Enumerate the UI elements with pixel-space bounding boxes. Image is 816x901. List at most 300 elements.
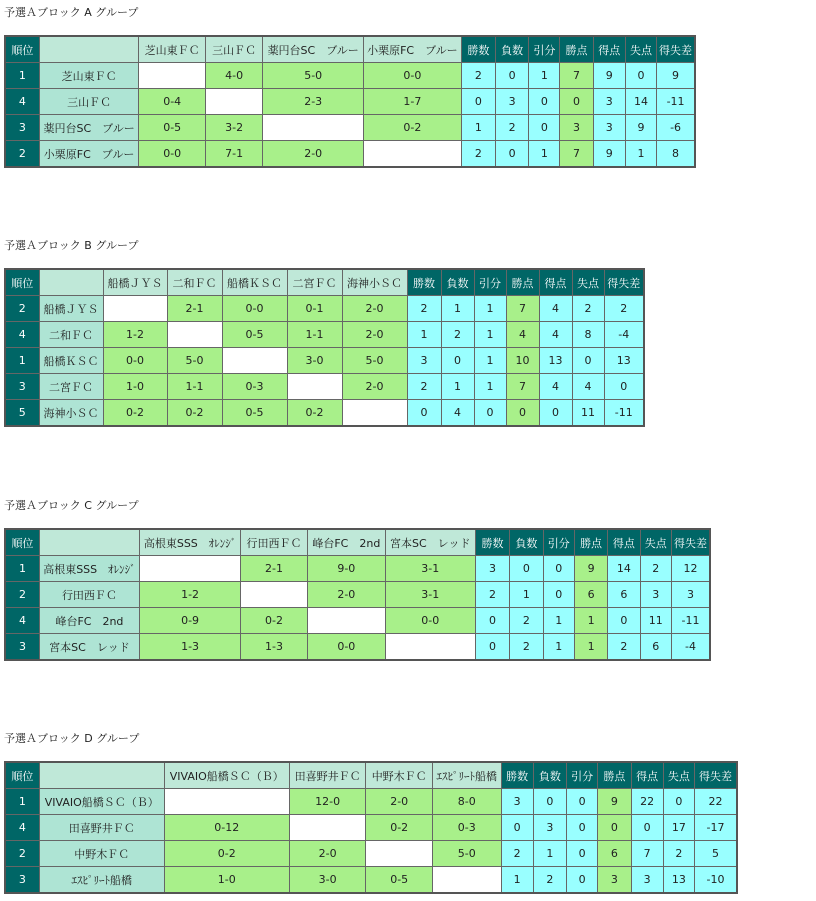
stat-cell: 0: [510, 556, 543, 582]
team-name-cell: 三山ＦＣ: [39, 89, 139, 115]
match-result-cell: 5-0: [342, 348, 407, 374]
match-result-cell: 1-2: [103, 322, 167, 348]
stat-cell: 2: [461, 141, 495, 168]
rank-cell: 2: [5, 582, 39, 608]
team-name-cell: 海神小ＳＣ: [39, 400, 103, 427]
stat-cell: 0: [407, 400, 441, 427]
team-name-cell: ｴｽﾋﾟﾘｰﾄ船橋: [39, 867, 164, 894]
team-column-header: 中野木ＦＣ: [366, 762, 433, 789]
match-result-cell: 2-0: [289, 841, 366, 867]
self-match-cell: [222, 348, 287, 374]
stat-cell: 0: [625, 63, 656, 89]
stat-header: 負数: [441, 269, 474, 296]
group-title: 予選Ａブロック A グループ: [4, 6, 139, 19]
stat-cell: 0: [529, 89, 560, 115]
team-name-cell: 田喜野井ＦＣ: [39, 815, 164, 841]
match-result-cell: 0-0: [307, 634, 385, 661]
self-match-cell: [139, 63, 205, 89]
team-column-header: VIVAIO船橋ＳＣ（Ｂ）: [164, 762, 289, 789]
match-result-cell: 0-12: [164, 815, 289, 841]
stat-header: 得点: [539, 269, 572, 296]
rank-cell: 3: [5, 374, 39, 400]
table-body: [5, 63, 695, 168]
stat-cell: 0: [631, 815, 663, 841]
rank-cell: 1: [5, 348, 39, 374]
stat-cell: 0: [567, 815, 598, 841]
stat-header: 失点: [640, 529, 671, 556]
stat-header: 負数: [510, 529, 543, 556]
match-result-cell: 5-0: [432, 841, 501, 867]
stat-cell: 3: [593, 89, 625, 115]
stat-cell: 1: [529, 63, 560, 89]
stat-cell: 0: [543, 556, 574, 582]
rank-cell: 4: [5, 89, 39, 115]
points-cell: 1: [574, 608, 607, 634]
stat-cell: 3: [501, 789, 533, 815]
match-result-cell: 0-0: [139, 141, 205, 168]
rank-cell: 3: [5, 115, 39, 141]
match-result-cell: 0-5: [366, 867, 433, 894]
stat-cell: 1: [474, 296, 506, 322]
match-result-cell: 0-5: [139, 115, 205, 141]
rank-cell: 4: [5, 608, 39, 634]
stat-cell: 2: [608, 634, 640, 661]
rank-header: 順位: [5, 529, 39, 556]
stat-cell: 2: [604, 296, 644, 322]
stat-header: 勝点: [506, 269, 539, 296]
stat-cell: 3: [671, 582, 710, 608]
stat-header: 得失差: [604, 269, 644, 296]
stat-cell: 1: [543, 608, 574, 634]
stat-cell: 0: [475, 608, 509, 634]
match-result-cell: 1-0: [103, 374, 167, 400]
points-cell: 3: [560, 115, 593, 141]
match-result-cell: 2-0: [342, 374, 407, 400]
stat-cell: 4: [539, 322, 572, 348]
stat-cell: 4: [441, 400, 474, 427]
team-name-cell: 芝山東ＦＣ: [39, 63, 139, 89]
stat-header: 勝点: [598, 762, 631, 789]
match-result-cell: 2-0: [366, 789, 433, 815]
stat-cell: 0: [495, 141, 528, 168]
match-result-cell: 0-0: [222, 296, 287, 322]
match-result-cell: 1-2: [140, 582, 241, 608]
stat-cell: 0: [539, 400, 572, 427]
stat-cell: 6: [640, 634, 671, 661]
match-result-cell: 0-0: [385, 608, 475, 634]
stat-cell: 12: [671, 556, 710, 582]
match-result-cell: 0-2: [364, 115, 462, 141]
team-column-header: ｴｽﾋﾟﾘｰﾄ船橋: [432, 762, 501, 789]
stat-cell: 2: [533, 867, 566, 894]
self-match-cell: [342, 400, 407, 427]
match-result-cell: 5-0: [167, 348, 222, 374]
table-body: [5, 556, 710, 661]
rank-header: 順位: [5, 269, 39, 296]
stat-cell: 3: [475, 556, 509, 582]
stat-cell: 9: [625, 115, 656, 141]
match-result-cell: 1-7: [364, 89, 462, 115]
rank-cell: 4: [5, 322, 39, 348]
stat-cell: 4: [572, 374, 604, 400]
team-column-header: 三山ＦＣ: [205, 36, 262, 63]
blank-header: [39, 529, 139, 556]
blank-header: [39, 762, 164, 789]
stat-cell: -6: [657, 115, 695, 141]
stat-cell: 1: [461, 115, 495, 141]
table-row: [5, 608, 710, 634]
stat-header: 得点: [631, 762, 663, 789]
match-result-cell: 5-0: [263, 63, 364, 89]
rank-cell: 1: [5, 789, 39, 815]
stat-cell: 1: [543, 634, 574, 661]
team-column-header: 船橋ＪＹＳ: [103, 269, 167, 296]
team-column-header: 船橋ＫＳＣ: [222, 269, 287, 296]
points-cell: 0: [598, 815, 631, 841]
team-name-cell: 薬円台SC ブルー: [39, 115, 139, 141]
stat-cell: 1: [501, 867, 533, 894]
stat-cell: 2: [407, 296, 441, 322]
stat-header: 勝数: [461, 36, 495, 63]
rank-cell: 3: [5, 867, 39, 894]
blank-header: [39, 36, 139, 63]
stat-cell: 8: [657, 141, 695, 168]
stat-header: 失点: [572, 269, 604, 296]
stat-cell: 0: [567, 841, 598, 867]
team-name-cell: 二宮ＦＣ: [39, 374, 103, 400]
self-match-cell: [289, 815, 366, 841]
stat-header: 負数: [495, 36, 528, 63]
stat-cell: 6: [608, 582, 640, 608]
stat-cell: 1: [441, 374, 474, 400]
table-row: [5, 141, 695, 168]
table-row: [5, 63, 695, 89]
match-result-cell: 2-1: [167, 296, 222, 322]
standings-table: [4, 268, 645, 427]
stat-cell: 3: [533, 815, 566, 841]
self-match-cell: [432, 867, 501, 894]
stat-cell: 3: [593, 115, 625, 141]
stat-cell: 3: [495, 89, 528, 115]
stat-cell: 0: [663, 789, 694, 815]
self-match-cell: [103, 296, 167, 322]
table-row: [5, 841, 737, 867]
blank-header: [39, 269, 103, 296]
stat-cell: 0: [567, 789, 598, 815]
stat-cell: 1: [474, 374, 506, 400]
stat-cell: 2: [572, 296, 604, 322]
points-cell: 4: [506, 322, 539, 348]
stat-cell: 1: [510, 582, 543, 608]
stat-cell: 9: [657, 63, 695, 89]
rank-cell: 1: [5, 556, 39, 582]
rank-cell: 2: [5, 296, 39, 322]
match-result-cell: 0-2: [103, 400, 167, 427]
stat-cell: 4: [539, 374, 572, 400]
standings-table: [4, 528, 711, 661]
stat-cell: -17: [695, 815, 737, 841]
stat-cell: 7: [631, 841, 663, 867]
team-name-cell: 峰台FC 2nd: [39, 608, 139, 634]
self-match-cell: [167, 322, 222, 348]
match-result-cell: 0-4: [139, 89, 205, 115]
stat-cell: 3: [631, 867, 663, 894]
table-body: [5, 789, 737, 894]
stat-cell: 14: [608, 556, 640, 582]
table-row: [5, 89, 695, 115]
stat-header: 勝数: [407, 269, 441, 296]
table-row: [5, 815, 737, 841]
self-match-cell: [205, 89, 262, 115]
match-result-cell: 4-0: [205, 63, 262, 89]
stat-cell: 13: [663, 867, 694, 894]
stat-cell: 0: [461, 89, 495, 115]
stat-cell: 1: [533, 841, 566, 867]
team-column-header: 田喜野井ＦＣ: [289, 762, 366, 789]
team-name-cell: VIVAIO船橋ＳＣ（Ｂ）: [39, 789, 164, 815]
standings-table: [4, 35, 696, 168]
match-result-cell: 0-3: [222, 374, 287, 400]
match-result-cell: 2-0: [342, 322, 407, 348]
rank-cell: 1: [5, 63, 39, 89]
points-cell: 1: [574, 634, 607, 661]
stat-cell: 2: [495, 115, 528, 141]
points-cell: 7: [560, 141, 593, 168]
stat-cell: 5: [695, 841, 737, 867]
table-row: [5, 634, 710, 661]
stat-header: 負数: [533, 762, 566, 789]
stat-cell: 0: [501, 815, 533, 841]
stat-header: 勝数: [501, 762, 533, 789]
rank-cell: 4: [5, 815, 39, 841]
match-result-cell: 1-3: [241, 634, 308, 661]
match-result-cell: 2-0: [307, 582, 385, 608]
self-match-cell: [287, 374, 342, 400]
stat-cell: 11: [640, 608, 671, 634]
rank-cell: 2: [5, 141, 39, 168]
points-cell: 7: [560, 63, 593, 89]
group-title: 予選Ａブロック D グループ: [4, 732, 140, 745]
self-match-cell: [364, 141, 462, 168]
match-result-cell: 0-5: [222, 322, 287, 348]
stat-header: 引分: [543, 529, 574, 556]
stat-cell: 2: [510, 634, 543, 661]
table-row: [5, 867, 737, 894]
stat-header: 得失差: [695, 762, 737, 789]
match-result-cell: 0-2: [241, 608, 308, 634]
stat-header: 失点: [663, 762, 694, 789]
table-row: [5, 348, 644, 374]
match-result-cell: 8-0: [432, 789, 501, 815]
table-row: [5, 556, 710, 582]
table-row: [5, 115, 695, 141]
stat-cell: 17: [663, 815, 694, 841]
stat-cell: 2: [510, 608, 543, 634]
match-result-cell: 2-1: [241, 556, 308, 582]
self-match-cell: [164, 789, 289, 815]
match-result-cell: 1-3: [140, 634, 241, 661]
match-result-cell: 0-2: [167, 400, 222, 427]
stat-cell: 0: [608, 608, 640, 634]
match-result-cell: 0-0: [103, 348, 167, 374]
table-row: [5, 322, 644, 348]
stat-cell: 0: [475, 634, 509, 661]
stat-cell: 11: [572, 400, 604, 427]
points-cell: 10: [506, 348, 539, 374]
stat-cell: 0: [567, 867, 598, 894]
team-column-header: 宮本SC レッド: [385, 529, 475, 556]
stat-cell: -11: [604, 400, 644, 427]
group-title: 予選Ａブロック B グループ: [4, 239, 139, 252]
match-result-cell: 1-1: [167, 374, 222, 400]
rank-cell: 2: [5, 841, 39, 867]
team-column-header: 芝山東ＦＣ: [139, 36, 205, 63]
stat-cell: 0: [572, 348, 604, 374]
stat-cell: 2: [501, 841, 533, 867]
points-cell: 7: [506, 374, 539, 400]
rank-cell: 5: [5, 400, 39, 427]
points-cell: 6: [598, 841, 631, 867]
stat-cell: 0: [495, 63, 528, 89]
points-cell: 9: [598, 789, 631, 815]
match-result-cell: 9-0: [307, 556, 385, 582]
team-name-cell: 中野木ＦＣ: [39, 841, 164, 867]
self-match-cell: [307, 608, 385, 634]
match-result-cell: 0-1: [287, 296, 342, 322]
stat-cell: 0: [529, 115, 560, 141]
table-row: [5, 789, 737, 815]
self-match-cell: [385, 634, 475, 661]
stat-cell: 2: [461, 63, 495, 89]
match-result-cell: 3-2: [205, 115, 262, 141]
table-row: [5, 374, 644, 400]
team-name-cell: 船橋ＫＳＣ: [39, 348, 103, 374]
team-column-header: 行田西ＦＣ: [241, 529, 308, 556]
stat-header: 得点: [593, 36, 625, 63]
points-cell: 0: [560, 89, 593, 115]
stat-cell: 22: [695, 789, 737, 815]
stat-cell: 9: [593, 63, 625, 89]
stat-cell: 9: [593, 141, 625, 168]
points-cell: 9: [574, 556, 607, 582]
stat-cell: 1: [441, 296, 474, 322]
match-result-cell: 0-9: [140, 608, 241, 634]
match-result-cell: 0-5: [222, 400, 287, 427]
stat-cell: 0: [543, 582, 574, 608]
group-title: 予選Ａブロック C グループ: [4, 499, 139, 512]
team-column-header: 高根東SSS ｵﾚﾝｼﾞ: [140, 529, 241, 556]
stat-header: 勝点: [560, 36, 593, 63]
stat-cell: 2: [441, 322, 474, 348]
stat-cell: 1: [529, 141, 560, 168]
team-name-cell: 高根東SSS ｵﾚﾝｼﾞ: [39, 556, 139, 582]
match-result-cell: 2-3: [263, 89, 364, 115]
team-name-cell: 二和ＦＣ: [39, 322, 103, 348]
match-result-cell: 0-2: [287, 400, 342, 427]
stat-header: 勝点: [574, 529, 607, 556]
stat-cell: 3: [640, 582, 671, 608]
match-result-cell: 2-0: [342, 296, 407, 322]
table-body: [5, 296, 644, 427]
team-name-cell: 宮本SC レッド: [39, 634, 139, 661]
match-result-cell: 0-2: [164, 841, 289, 867]
match-result-cell: 2-0: [263, 141, 364, 168]
match-result-cell: 0-2: [366, 815, 433, 841]
stat-header: 勝数: [475, 529, 509, 556]
stat-header: 得失差: [657, 36, 695, 63]
stat-cell: 1: [474, 322, 506, 348]
stat-cell: 0: [604, 374, 644, 400]
stat-cell: 13: [604, 348, 644, 374]
stat-header: 引分: [529, 36, 560, 63]
stat-cell: 2: [475, 582, 509, 608]
match-result-cell: 1-0: [164, 867, 289, 894]
table-row: [5, 296, 644, 322]
stat-header: 得失差: [671, 529, 710, 556]
stat-cell: 0: [533, 789, 566, 815]
stat-header: 引分: [474, 269, 506, 296]
team-column-header: 小栗原FC ブルー: [364, 36, 462, 63]
rank-header: 順位: [5, 762, 39, 789]
stat-cell: 14: [625, 89, 656, 115]
table-row: [5, 582, 710, 608]
stat-header: 引分: [567, 762, 598, 789]
points-cell: 3: [598, 867, 631, 894]
self-match-cell: [140, 556, 241, 582]
stat-cell: -4: [671, 634, 710, 661]
stat-cell: -11: [657, 89, 695, 115]
stat-cell: 1: [474, 348, 506, 374]
stat-cell: 2: [407, 374, 441, 400]
standings-table: [4, 761, 738, 894]
table-row: [5, 400, 644, 427]
self-match-cell: [366, 841, 433, 867]
match-result-cell: 3-0: [287, 348, 342, 374]
team-column-header: 二宮ＦＣ: [287, 269, 342, 296]
team-name-cell: 小栗原FC ブルー: [39, 141, 139, 168]
team-column-header: 薬円台SC ブルー: [263, 36, 364, 63]
match-result-cell: 12-0: [289, 789, 366, 815]
stat-cell: 22: [631, 789, 663, 815]
stat-cell: 3: [407, 348, 441, 374]
stat-cell: 8: [572, 322, 604, 348]
match-result-cell: 3-1: [385, 556, 475, 582]
match-result-cell: 1-1: [287, 322, 342, 348]
stat-cell: 2: [663, 841, 694, 867]
stat-cell: 0: [474, 400, 506, 427]
stat-cell: 1: [407, 322, 441, 348]
team-column-header: 峰台FC 2nd: [307, 529, 385, 556]
stat-cell: 2: [640, 556, 671, 582]
stat-cell: 1: [625, 141, 656, 168]
stat-header: 失点: [625, 36, 656, 63]
points-cell: 6: [574, 582, 607, 608]
match-result-cell: 0-3: [432, 815, 501, 841]
points-cell: 0: [506, 400, 539, 427]
self-match-cell: [241, 582, 308, 608]
match-result-cell: 3-1: [385, 582, 475, 608]
team-name-cell: 行田西ＦＣ: [39, 582, 139, 608]
team-column-header: 海神小ＳＣ: [342, 269, 407, 296]
stat-cell: 4: [539, 296, 572, 322]
stat-cell: 0: [441, 348, 474, 374]
stat-cell: -10: [695, 867, 737, 894]
match-result-cell: 3-0: [289, 867, 366, 894]
rank-header: 順位: [5, 36, 39, 63]
match-result-cell: 7-1: [205, 141, 262, 168]
points-cell: 7: [506, 296, 539, 322]
stat-cell: -11: [671, 608, 710, 634]
